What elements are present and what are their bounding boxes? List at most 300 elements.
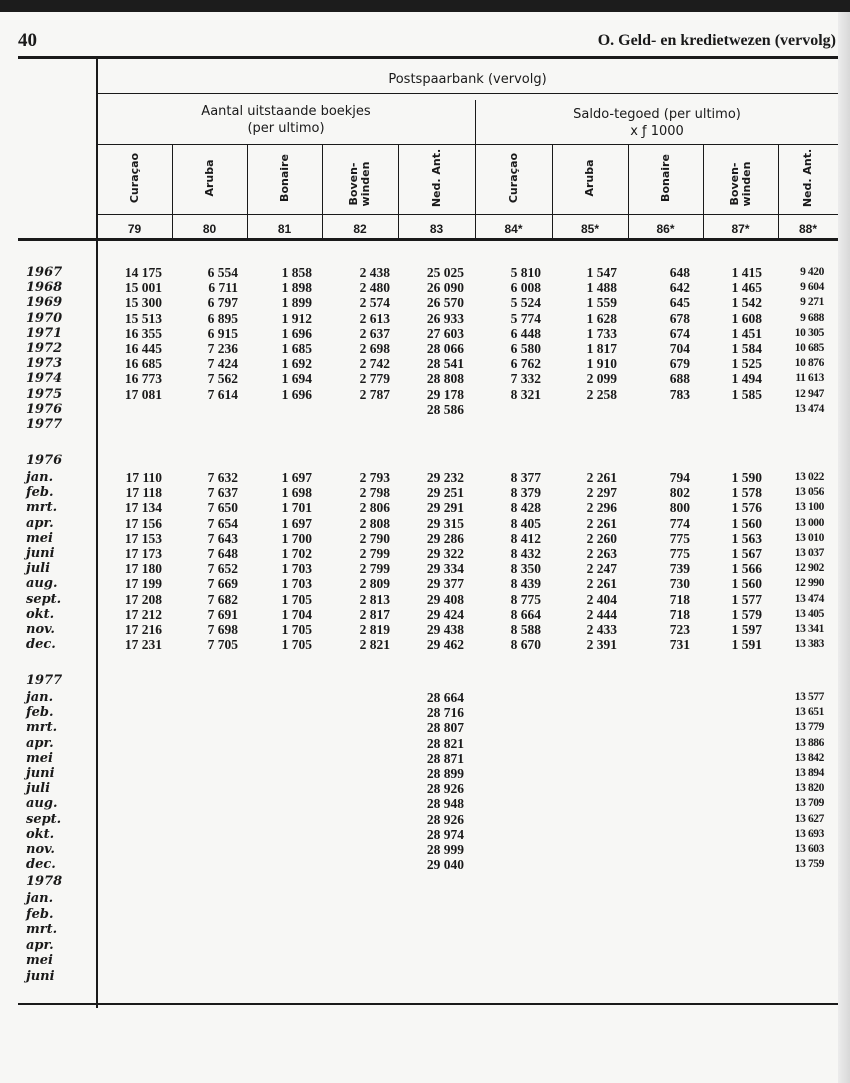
row-label: feb.: [26, 485, 54, 501]
table-cell: 16 773: [124, 371, 162, 387]
row-label: apr.: [26, 735, 54, 751]
table-row: [0, 531, 840, 546]
table-cell: 8 405: [510, 515, 541, 531]
table-cell: 7 614: [207, 386, 238, 402]
table-cell: 8 670: [510, 637, 541, 653]
table-cell: 1 542: [731, 295, 762, 311]
table-cell: 28 066: [426, 341, 464, 356]
table-cell: 1 628: [586, 310, 617, 326]
table-cell: 29 408: [426, 591, 464, 607]
table-cell: 6 711: [208, 280, 238, 296]
table-cell: 5 774: [510, 310, 541, 326]
row-label: 1973: [26, 356, 63, 372]
table-row: [0, 576, 840, 591]
table-cell: 7 562: [207, 371, 238, 387]
table-cell: 7 691: [207, 606, 238, 622]
table-cell: 17 208: [124, 591, 162, 607]
table-cell: 8 432: [510, 546, 541, 561]
table-cell: 1 559: [586, 295, 617, 311]
table-cell: 7 705: [207, 637, 238, 653]
table-cell: 28 926: [426, 781, 464, 797]
table-row: [0, 781, 840, 796]
table-cell: 1 488: [586, 280, 617, 296]
table-cell: 28 974: [426, 826, 464, 842]
table-cell: 6 797: [207, 295, 238, 311]
table-cell: 1 451: [731, 325, 762, 341]
table-cell: 15 513: [124, 310, 162, 326]
table-row: [0, 402, 840, 417]
row-label: mrt.: [26, 720, 58, 736]
table-cell: 2 613: [359, 310, 390, 326]
table-cell: 1 692: [281, 356, 312, 372]
table-cell: 8 321: [510, 386, 541, 402]
table-cell: 8 664: [510, 606, 541, 622]
table-cell: 718: [669, 591, 690, 607]
table-cell: 5 524: [510, 295, 541, 311]
column-header: Bonaire: [277, 154, 291, 202]
table-row: [0, 470, 840, 485]
column-header: Boven- winden: [347, 161, 372, 207]
table-cell: 2 433: [586, 622, 617, 637]
table-cell: 13 056: [794, 486, 824, 499]
row-label: mei: [26, 530, 53, 546]
table-cell: 28 871: [426, 750, 464, 766]
table-cell: 688: [669, 371, 690, 387]
table-cell: 1 560: [731, 576, 762, 592]
row-label: feb.: [26, 705, 54, 721]
table-row: [0, 341, 840, 356]
row-label: 1974: [26, 371, 63, 387]
table-cell: 1 697: [281, 515, 312, 531]
table-cell: 27 603: [426, 325, 464, 341]
table-cell: 1 525: [731, 356, 762, 372]
table-cell: 13 022: [794, 471, 824, 483]
table-cell: 10 305: [794, 326, 824, 339]
table-cell: 9 604: [800, 281, 824, 294]
table-row: [0, 561, 840, 576]
column-number: 81: [277, 222, 292, 236]
table-cell: 1 685: [281, 341, 312, 356]
table-row: [0, 907, 840, 922]
table-cell: 17 118: [125, 485, 162, 501]
table-cell: 2 261: [586, 470, 617, 485]
table-cell: 7 669: [207, 576, 238, 592]
table-cell: 13 779: [794, 721, 824, 734]
table-cell: 13 886: [794, 736, 824, 749]
section-year: 1978: [26, 874, 63, 889]
table-cell: 8 439: [510, 576, 541, 592]
table-cell: 8 588: [510, 622, 541, 637]
table-cell: 1 608: [731, 310, 762, 326]
table-cell: 775: [669, 546, 690, 561]
group-header-balance: [476, 106, 838, 140]
table-cell: 1 591: [731, 637, 762, 653]
table-row: [0, 546, 840, 561]
table-cell: 29 438: [426, 622, 464, 637]
table-row: [0, 705, 840, 720]
table-cell: 28 541: [426, 356, 464, 372]
table-row: [0, 592, 840, 607]
table-cell: 7 632: [207, 470, 238, 485]
chapter-title: O. Geld- en kredietwezen (vervolg): [597, 32, 836, 49]
table-cell: 29 462: [426, 637, 464, 653]
group-header-line: x ƒ 1000: [630, 124, 684, 139]
row-label: okt.: [26, 606, 55, 622]
table-cell: 13 037: [794, 547, 824, 559]
table-cell: 13 759: [794, 858, 824, 871]
table-cell: 1 898: [281, 280, 312, 296]
column-number: 79: [127, 222, 142, 236]
table-cell: 8 412: [510, 530, 541, 546]
section-heading: [0, 453, 840, 468]
row-label: juli: [26, 781, 51, 797]
table-cell: 1 703: [281, 561, 312, 577]
table-cell: 29 178: [426, 386, 464, 402]
table-row: [0, 891, 840, 906]
table-row: [0, 842, 840, 857]
table-cell: 26 933: [426, 310, 464, 326]
table-cell: 28 899: [426, 766, 464, 781]
table-cell: 29 251: [426, 485, 464, 501]
table-cell: 7 643: [207, 530, 238, 546]
table-cell: 8 775: [510, 591, 541, 607]
column-number: 86*: [656, 222, 675, 236]
table-cell: 13 341: [794, 623, 824, 635]
column-number: 84*: [504, 222, 523, 236]
row-label: nov.: [26, 842, 55, 857]
table-cell: 17 110: [125, 470, 162, 485]
table-cell: 1 494: [731, 371, 762, 387]
table-cell: 29 334: [426, 561, 464, 577]
table-cell: 7 652: [207, 561, 238, 577]
table-cell: 8 379: [510, 485, 541, 501]
table-cell: 7 650: [207, 500, 238, 516]
row-label: 1970: [26, 310, 63, 326]
table-cell: 1 547: [586, 265, 617, 280]
table-cell: 2 806: [359, 500, 390, 516]
table-cell: 2 779: [359, 371, 390, 387]
table-cell: 2 798: [359, 485, 390, 501]
table-cell: 13 474: [794, 402, 824, 415]
table-cell: 13 709: [794, 797, 824, 810]
table-cell: 17 173: [124, 546, 162, 561]
table-cell: 1 578: [731, 485, 762, 501]
table-cell: 7 236: [207, 341, 238, 356]
group-header-count: [97, 103, 475, 137]
table-cell: 29 315: [426, 515, 464, 531]
table-cell: 17 216: [124, 622, 162, 637]
table-cell: 1 567: [731, 546, 762, 561]
table-cell: 1 698: [281, 485, 312, 501]
table-cell: 17 156: [124, 515, 162, 531]
table-cell: 800: [669, 500, 690, 516]
top-rule: [18, 56, 838, 59]
row-label: jan.: [26, 470, 54, 485]
table-cell: 13 693: [794, 827, 824, 840]
table-cell: 648: [669, 265, 690, 280]
column-header: Aruba: [202, 159, 216, 197]
table-cell: 28 716: [426, 705, 464, 721]
table-cell: 1 694: [281, 371, 312, 387]
table-cell: 2 813: [359, 591, 390, 607]
table-cell: 16 445: [124, 341, 162, 356]
table-cell: 1 697: [281, 470, 312, 485]
column-header: Ned. Ant.: [429, 148, 443, 208]
table-cell: 5 810: [510, 265, 541, 280]
row-label: 1967: [26, 265, 63, 280]
table-cell: 17 231: [124, 637, 162, 653]
table-cell: 2 808: [359, 515, 390, 531]
table-cell: 1 576: [731, 500, 762, 516]
table-row: [0, 637, 840, 652]
table-cell: 16 355: [124, 325, 162, 341]
table-row: [0, 827, 840, 842]
table-cell: 775: [669, 530, 690, 546]
table-cell: 2 391: [586, 637, 617, 653]
row-label: mei: [26, 750, 53, 766]
table-cell: 1 597: [731, 622, 762, 637]
table-cell: 8 377: [510, 470, 541, 485]
group-header-line: Saldo-tegoed (per ultimo): [573, 107, 741, 122]
table-cell: 6 008: [510, 280, 541, 296]
table-cell: 13 383: [794, 638, 824, 651]
table-cell: 7 682: [207, 591, 238, 607]
row-label: 1977: [26, 417, 63, 432]
table-cell: 6 762: [510, 356, 541, 372]
table-cell: 7 637: [207, 485, 238, 501]
table-row: [0, 622, 840, 637]
table-cell: 29 322: [426, 546, 464, 561]
section-heading: [0, 673, 840, 688]
table-cell: 1 560: [731, 515, 762, 531]
column-header: Curaçao: [127, 152, 141, 204]
table-cell: 7 648: [207, 546, 238, 561]
row-label: okt.: [26, 826, 55, 842]
table-cell: 783: [669, 386, 690, 402]
table-cell: 1 817: [586, 341, 617, 356]
table-cell: 13 627: [794, 812, 824, 825]
table-cell: 25 025: [426, 265, 464, 280]
table-cell: 13 100: [794, 501, 824, 514]
table-cell: 28 999: [426, 842, 464, 857]
row-label: juni: [26, 546, 55, 561]
table-cell: 6 580: [510, 341, 541, 356]
row-label: juni: [26, 968, 55, 984]
table-cell: 28 664: [426, 690, 464, 705]
table-cell: 13 010: [794, 531, 824, 544]
table-cell: 1 563: [731, 530, 762, 546]
column-number: 88*: [798, 222, 818, 236]
table-cell: 9 420: [800, 266, 824, 278]
table-cell: 679: [669, 356, 690, 372]
table-cell: 642: [669, 280, 690, 296]
row-label: sept.: [26, 591, 62, 607]
table-cell: 7 332: [510, 371, 541, 387]
table-cell: 12 947: [794, 387, 824, 400]
table-cell: 28 948: [426, 796, 464, 812]
table-cell: 1 701: [281, 500, 312, 516]
table-cell: 2 742: [359, 356, 390, 372]
table-row: [0, 922, 840, 937]
row-label: aug.: [26, 796, 58, 812]
table-cell: 1 696: [281, 386, 312, 402]
table-cell: 8 428: [510, 500, 541, 516]
table-cell: 9 688: [800, 311, 824, 324]
table-cell: 1 696: [281, 325, 312, 341]
row-label: mrt.: [26, 922, 58, 937]
table-cell: 29 232: [426, 470, 464, 485]
table-cell: 1 910: [586, 356, 617, 372]
row-label: apr.: [26, 515, 54, 531]
row-label: mei: [26, 953, 53, 968]
table-cell: 1 912: [281, 310, 312, 326]
table-cell: 2 261: [586, 576, 617, 592]
table-cell: 28 926: [426, 811, 464, 827]
row-label: 1968: [26, 280, 63, 296]
header-rule: [97, 93, 838, 94]
column-number: 87*: [731, 222, 750, 236]
bottom-rule: [18, 1003, 838, 1005]
row-label: aug.: [26, 576, 58, 592]
table-cell: 2 819: [359, 622, 390, 637]
table-cell: 2 444: [586, 606, 617, 622]
table-cell: 2 260: [586, 530, 617, 546]
table-row: [0, 500, 840, 515]
table-cell: 10 685: [794, 342, 824, 354]
table-cell: 17 153: [124, 530, 162, 546]
section-heading: [0, 874, 840, 889]
table-cell: 2 480: [359, 280, 390, 296]
table-cell: 2 817: [359, 606, 390, 622]
table-cell: 1 577: [731, 591, 762, 607]
table-cell: 29 377: [426, 576, 464, 592]
table-cell: 774: [669, 515, 690, 531]
table-cell: 1 705: [281, 637, 312, 653]
table-row: [0, 485, 840, 500]
table-cell: 17 134: [124, 500, 162, 516]
table-row: [0, 607, 840, 622]
table-row: [0, 720, 840, 735]
table-cell: 17 180: [124, 561, 162, 577]
table-row: [0, 326, 840, 341]
table-row: [0, 796, 840, 811]
table-cell: 28 821: [426, 735, 464, 751]
table-row: [0, 356, 840, 371]
row-label: sept.: [26, 811, 62, 827]
table-cell: 2 790: [359, 530, 390, 546]
table-row: [0, 812, 840, 827]
table-cell: 645: [669, 295, 690, 311]
table-cell: 1 899: [281, 295, 312, 311]
table-cell: 17 212: [124, 606, 162, 622]
table-cell: 29 040: [426, 857, 464, 873]
table-cell: 2 799: [359, 561, 390, 577]
table-cell: 2 793: [359, 470, 390, 485]
table-cell: 12 990: [794, 577, 824, 590]
table-cell: 2 263: [586, 546, 617, 561]
row-label: 1972: [26, 341, 63, 356]
table-row: [0, 857, 840, 872]
table-cell: 11 613: [795, 372, 824, 385]
row-label: 1969: [26, 295, 63, 311]
row-label: jan.: [26, 891, 54, 906]
table-cell: 13 577: [794, 691, 824, 703]
table-cell: 16 685: [124, 356, 162, 372]
table-cell: 6 448: [510, 325, 541, 341]
column-number: 80: [202, 222, 217, 236]
table-cell: 29 286: [426, 530, 464, 546]
table-cell: 678: [669, 310, 690, 326]
table-cell: 1 465: [731, 280, 762, 296]
table-cell: 1 566: [731, 561, 762, 577]
table-row: [0, 280, 840, 295]
table-cell: 2 404: [586, 591, 617, 607]
table-cell: 1 733: [586, 325, 617, 341]
table-cell: 1 700: [281, 530, 312, 546]
group-header-line: (per ultimo): [247, 121, 325, 136]
page-number: 40: [18, 30, 37, 51]
table-row: [0, 938, 840, 953]
row-label: juli: [26, 561, 51, 577]
table-cell: 13 842: [794, 751, 824, 764]
table-row: [0, 371, 840, 386]
column-header: Bonaire: [658, 154, 672, 202]
table-cell: 29 424: [426, 606, 464, 622]
table-cell: 26 090: [426, 280, 464, 296]
row-label: dec.: [26, 637, 56, 653]
table-cell: 6 554: [207, 265, 238, 280]
table-row: [0, 516, 840, 531]
table-cell: 15 001: [124, 280, 162, 296]
table-row: [0, 736, 840, 751]
table-cell: 1 702: [281, 546, 312, 561]
table-cell: 6 895: [207, 310, 238, 326]
table-cell: 26 570: [426, 295, 464, 311]
group-header-line: Aantal uitstaande boekjes: [201, 104, 371, 119]
table-cell: 17 199: [124, 576, 162, 592]
table-cell: 704: [669, 341, 690, 356]
table-row: [0, 751, 840, 766]
table-cell: 9 271: [800, 296, 824, 309]
table-cell: 802: [669, 485, 690, 501]
table-row: [0, 311, 840, 326]
table-cell: 1 705: [281, 622, 312, 637]
table-cell: 1 415: [731, 265, 762, 280]
row-label: jan.: [26, 690, 54, 705]
super-header: Postspaarbank (vervolg): [388, 72, 547, 87]
table-cell: 7 424: [207, 356, 238, 372]
column-number: 83: [429, 222, 444, 236]
header-rule: [97, 214, 838, 215]
header-bottom-rule: [18, 238, 838, 241]
table-cell: 13 894: [794, 767, 824, 779]
table-row: [0, 969, 840, 984]
table-cell: 1 585: [731, 386, 762, 402]
table-cell: 674: [669, 325, 690, 341]
table-cell: 17 081: [124, 386, 162, 402]
row-label: juni: [26, 766, 55, 781]
table-cell: 2 637: [359, 325, 390, 341]
table-cell: 28 807: [426, 720, 464, 736]
table-cell: 794: [669, 470, 690, 485]
row-label: 1976: [26, 401, 63, 417]
table-cell: 2 296: [586, 500, 617, 516]
column-number: 85*: [580, 222, 600, 236]
column-header: Ned. Ant.: [801, 148, 814, 208]
table-cell: 2 787: [359, 386, 390, 402]
table-cell: 739: [669, 561, 690, 577]
table-cell: 2 438: [359, 265, 390, 280]
